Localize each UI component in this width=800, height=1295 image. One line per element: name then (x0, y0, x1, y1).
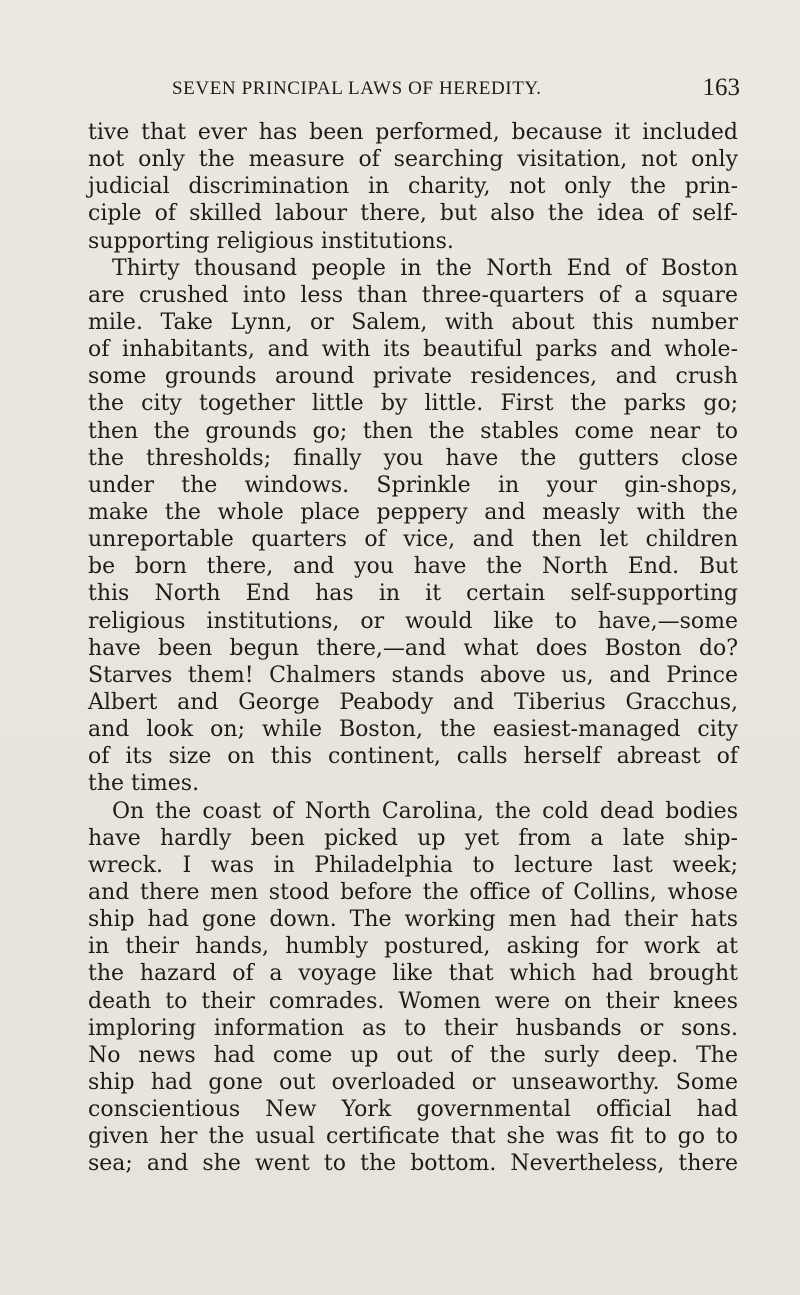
text-line: sea; and she went to the bottom. Nevertheless, there (88, 1151, 738, 1177)
text-line: Albert and George Peabody and Tiberius Gracchus, (88, 689, 738, 715)
page-number: 163 (702, 74, 740, 101)
text-line: are crushed into less than three-quarters of a square (88, 282, 738, 308)
text-line: the times. (88, 771, 200, 797)
text-line: some grounds around private residences, and crush (88, 364, 738, 390)
text-line: No news had come up out of the surly deep. The (88, 1042, 738, 1068)
text-line: given her the usual certificate that she was fit to go to (88, 1124, 738, 1150)
text-line: On the coast of North Carolina, the cold dead bodies (112, 798, 738, 824)
text-line: unreportable quarters of vice, and then let children (88, 527, 738, 553)
text-line: ciple of skilled labour there, but also the idea of self- (88, 201, 738, 227)
text-line: of inhabitants, and with its beautiful parks and whole- (88, 337, 738, 363)
text-line: ship had gone out overloaded or unseaworthy. Some (88, 1069, 738, 1095)
text-line: death to their comrades. Women were on their knees (88, 988, 738, 1014)
text-line: not only the measure of searching visitation, not only (88, 147, 738, 173)
text-line: wreck. I was in Philadelphia to lecture last week; (88, 852, 738, 878)
text-line: the city together little by little. First the parks go; (88, 391, 738, 417)
text-line: mile. Take Lynn, or Salem, with about this number (88, 309, 738, 335)
running-head: SEVEN PRINCIPAL LAWS OF HEREDITY. (172, 78, 542, 99)
text-line: then the grounds go; then the stables come near to (88, 418, 738, 444)
text-line: supporting religious institutions. (88, 228, 454, 254)
text-line: have been begun there,—and what does Boston do? (88, 635, 738, 661)
text-line: religious institutions, or would like to have,—some (88, 608, 738, 634)
text-line: Thirty thousand people in the North End of Boston (112, 255, 738, 281)
text-line: judicial discrimination in charity, not only the prin- (88, 174, 738, 200)
text-line: make the whole place peppery and measly with the (88, 499, 738, 525)
body-text (88, 119, 738, 1177)
text-line: conscientious New York governmental official had (88, 1097, 738, 1123)
text-line: tive that ever has been performed, because it included (88, 120, 738, 145)
text-line: have hardly been picked up yet from a late ship- (88, 825, 738, 851)
text-line: the thresholds; finally you have the gutters close (88, 445, 738, 471)
text-line: in their hands, humbly postured, asking for work at (88, 934, 738, 960)
text-line: Starves them! Chalmers stands above us, and Prince (88, 662, 738, 688)
text-line: under the windows. Sprinkle in your gin-shops, (88, 472, 738, 498)
text-line: and there men stood before the office of Collins, whose (88, 879, 738, 905)
text-line: and look on; while Boston, the easiest-managed city (88, 717, 738, 743)
page-header (160, 74, 740, 108)
text-line: imploring information as to their husbands or sons. (88, 1015, 738, 1041)
text-line: the hazard of a voyage like that which had brought (88, 961, 738, 987)
text-line: be born there, and you have the North End. But (88, 554, 738, 580)
text-line: this North End has in it certain self-supporting (88, 581, 738, 607)
text-line: of its size on this continent, calls herself abreast of (88, 744, 738, 770)
text-line: ship had gone down. The working men had their hats (88, 907, 738, 933)
